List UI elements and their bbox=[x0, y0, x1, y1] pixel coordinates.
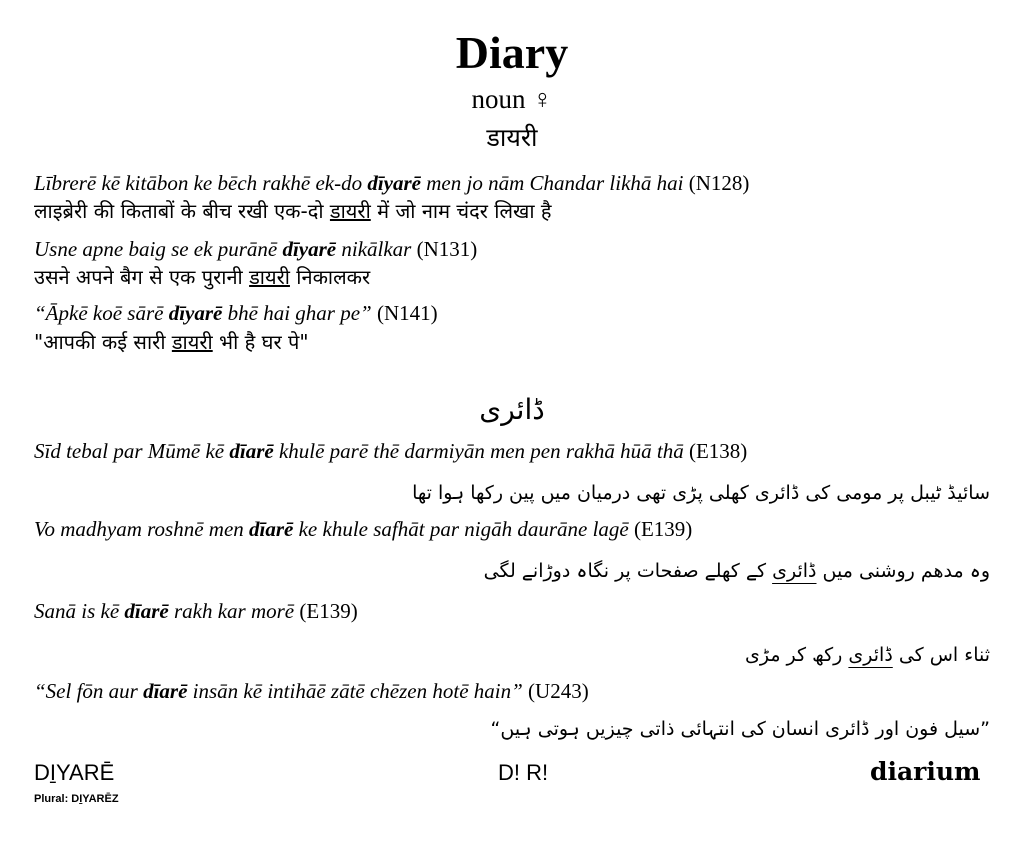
entry-title: Diary bbox=[455, 27, 569, 78]
example-urdu-2: وہ مدھم روشنی میں ڈائری کے کھلے صفحات پر نگاہ دوڑانے لگی bbox=[483, 560, 990, 582]
example-devanagari-3: "आपकी कई सारी डायरी भी है घर पे" bbox=[34, 330, 309, 354]
example-urdu-3: ثناء اس کی ڈائری رکھ کر مڑی bbox=[744, 644, 990, 666]
part-of-speech: noun ♀ bbox=[471, 84, 553, 114]
example-devanagari-1: लाइब्रेरी की किताबों के बीच रखी एक-दो डायरी में जो नाम चंदर लिखा है bbox=[34, 199, 552, 223]
example-roman-1: Lībrerē kē kitābon ke bēch rakhē ek-do dīyarē men jo nām Chandar likhā hai (N128) bbox=[34, 171, 750, 195]
example-urdu-1: سائیڈ ٹیبل پر مومی کی ڈائری کھلی پڑی تھی درمیان میں پین رکھا ہوا تھا bbox=[412, 482, 990, 504]
example-roman-4: Sīd tebal par Mūmē kē dīarē khulē parē thē darmiyān men pen rakhā hūā thā (E138) bbox=[34, 439, 748, 463]
plural-form: Plural: DI̱YARĒZ bbox=[34, 793, 119, 805]
example-roman-7: “Sel fōn aur dīarē insān kē intihāē zātē chēzen hotē hain” (U243) bbox=[34, 679, 589, 703]
example-urdu-4: ”سیل فون اور ڈائری انسان کی انتہائی ذاتی چیزیں ہوتی ہیں“ bbox=[490, 718, 990, 740]
example-devanagari-2: उसने अपने बैग से एक पुरानी डायरी निकालकर bbox=[34, 265, 371, 289]
example-roman-2: Usne apne baig se ek purānē dīyarē nikālkar (N131) bbox=[34, 237, 478, 261]
example-roman-5: Vo madhyam roshnē men dīarē ke khule safhāt par nigāh daurāne lagē (E139) bbox=[34, 517, 693, 541]
consonant-skeleton: D! R! bbox=[498, 760, 549, 785]
urdu-headword: ڈائری bbox=[479, 393, 545, 426]
hindi-headword: डायरी bbox=[486, 123, 538, 152]
etymology-latin: diarium bbox=[870, 757, 981, 786]
example-roman-3: “Āpkē koē sārē dīyarē bhē hai ghar pe” (N141) bbox=[34, 301, 438, 325]
example-roman-6: Sanā is kē dīarē rakh kar morē (E139) bbox=[34, 599, 358, 623]
transliteration: DI̱YARĒ bbox=[34, 760, 115, 785]
